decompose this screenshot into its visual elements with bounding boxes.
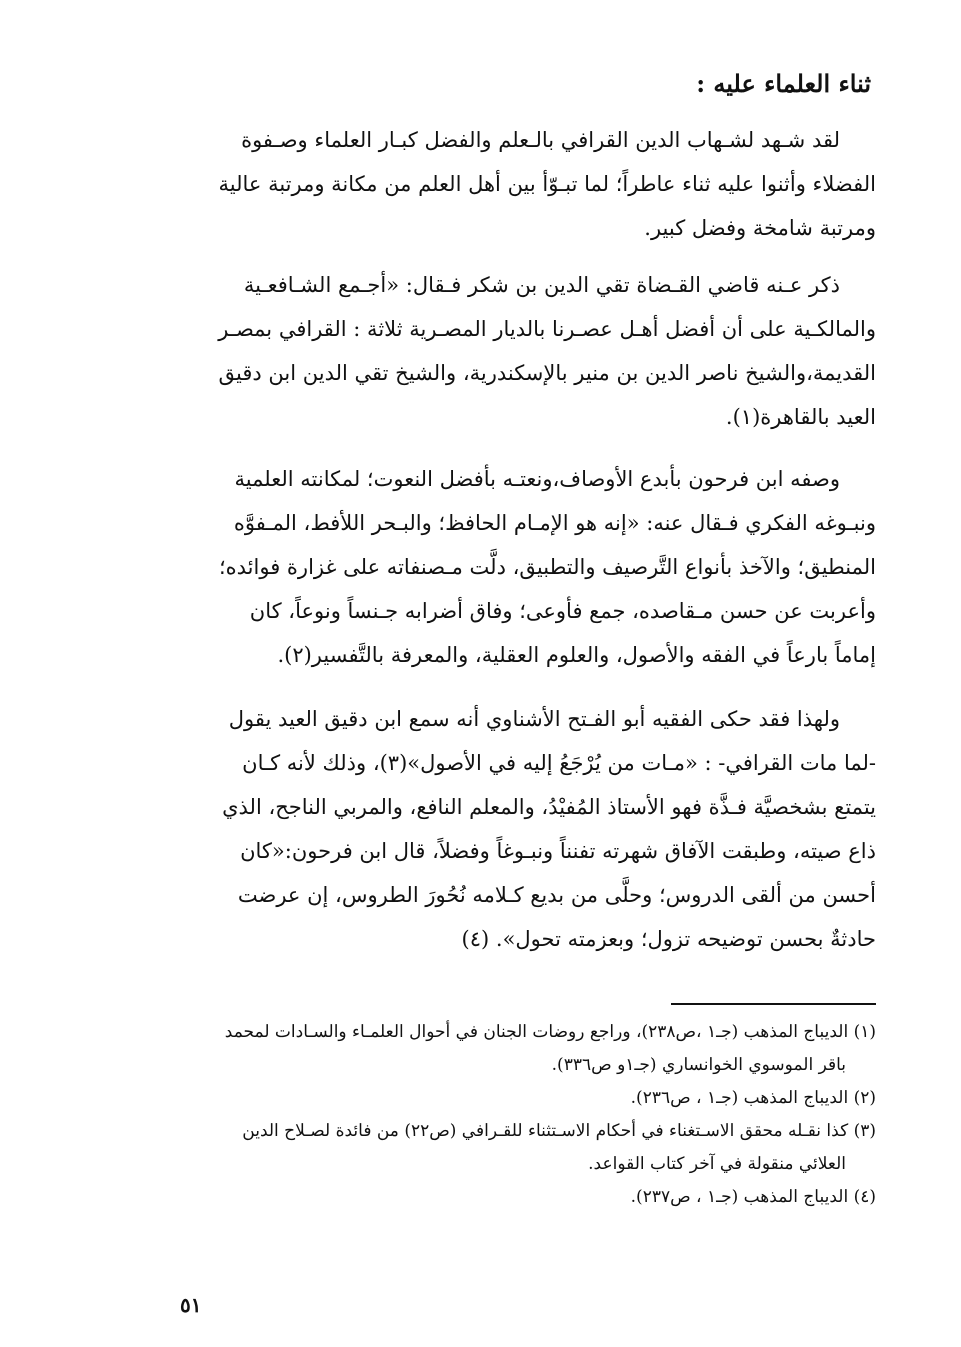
paragraph-line: ذكر عـنه قاضي القـضاة تقي الدين بن شكر فـقال: «أجـمع الشـافعـية <box>243 273 840 297</box>
paragraph-ibn-farhun-description <box>164 457 876 677</box>
paragraph-line: القديمة،والشيخ ناصر الدين بن منير بالإسكندرية، والشيخ تقي الدين ابن دقيق <box>218 361 876 385</box>
paragraph-line: -لما مات القرافي- : «مـات من يُرْجَعُ إليه في الأصول»(٣)، وذلك لأنه كـان <box>242 751 876 775</box>
paragraph-ibn-shukr-quote <box>164 263 876 439</box>
paragraph-line: يتمتع بشخصيَّة فـذَّة فهو الأستاذ المُفيْدُ، والمعلم النافع، والمربي الناجح، الذي <box>222 795 876 819</box>
section-heading: ثناء العلماء عليه : <box>696 69 871 98</box>
paragraph-praise-intro <box>164 118 876 250</box>
footnote-2: (٢) الديباج المذهب (جـ١ ، ص٢٣٦). <box>630 1088 876 1108</box>
paragraph-line: الفضلاء وأثنوا عليه ثناء عاطراً؛ لما تبـوّأ بين أهل العلم من مكانة ومرتبة عالية <box>218 172 876 196</box>
paragraph-ashnawi-account <box>164 697 876 961</box>
paragraph-line: العيد بالقاهرة(١). <box>725 405 876 429</box>
paragraph-line: وصفه ابن فرحون بأبدع الأوصاف،ونعتـه بأفضل النعوت؛ لمكانته العلمية <box>234 467 840 491</box>
paragraph-line: ومرتبة شامخة وفضل كبير. <box>644 216 876 240</box>
footnotes <box>164 1016 876 1214</box>
footnote-3: (٣) كذا نقـله محقق الاسـتغناء في أحكام الاسـتثناء للقـرافي (ص٢٢) من فائدة لصـلاح الدين <box>242 1121 876 1141</box>
paragraph-line: إماماً بارعاً في الفقه والأصول، والعلوم العقلية، والمعرفة بالتَّفسير(٢). <box>277 643 876 667</box>
paragraph-line: أحسن من ألقى الدروس؛ وحلَّى من بديع كـلامه نُحُورَ الطروس، إن عرضت <box>237 883 876 907</box>
footnote-1-continuation: باقر الموسوي الخوانساري (جـ١و ص٣٣٦). <box>551 1055 846 1075</box>
footnote-4: (٤) الديباج المذهب (جـ١ ، ص٢٣٧). <box>630 1187 876 1207</box>
paragraph-line: لقد شـهد لشـهاب الدين القرافي بالـعلم والفضل كبـار العلماء وصـفوة <box>241 128 840 152</box>
paragraph-line: وأعربت عن حسن مـقاصده، جمع فأوعى؛ وفاق أضرابه جـنساً ونوعاً، كان <box>249 599 876 623</box>
paragraph-line: حادثةٌ بحسن توضيحه تزول؛ وبعزمته تحول». (٤) <box>461 927 876 951</box>
page-number: ٥١ <box>180 1293 202 1317</box>
paragraph-line: ونبـوغه الفكري فـقال عنه: «إنه هو الإمـام الحافظ؛ والبـحر اللأفط، المـفوَّه <box>233 511 876 535</box>
paragraph-line: ولهذا فقد حكى الفقيه أبو الفـتح الأشناوي أنه سمع ابن دقيق العيد يقول <box>228 707 840 731</box>
footnote-separator <box>671 1003 876 1005</box>
footnote-1: (١) الديباج المذهب (جـ١ ،ص٢٣٨)، وراجع روضات الجنان في أحوال العلمـاء والسـادات لمحمد <box>224 1022 876 1042</box>
paragraph-line: والمالكـية على أن أفضل أهـل عصـرنا بالديار المصـرية ثلاثة : القرافي بمصـر <box>218 317 876 341</box>
paragraph-line: ذاع صيته، وطبقت الآفاق شهرته تفنناً ونبـوغاً وفضلاً، قال ابن فرحون:«كان <box>240 839 876 863</box>
footnote-3-continuation: العلائي منقولة في آخر كتاب القواعد. <box>588 1154 846 1174</box>
paragraph-line: المنطيق؛ والآخذ بأنواع التَّرصيف والتطبيق، دلَّت مـصنفاته على غزارة فوائده؛ <box>218 555 876 579</box>
